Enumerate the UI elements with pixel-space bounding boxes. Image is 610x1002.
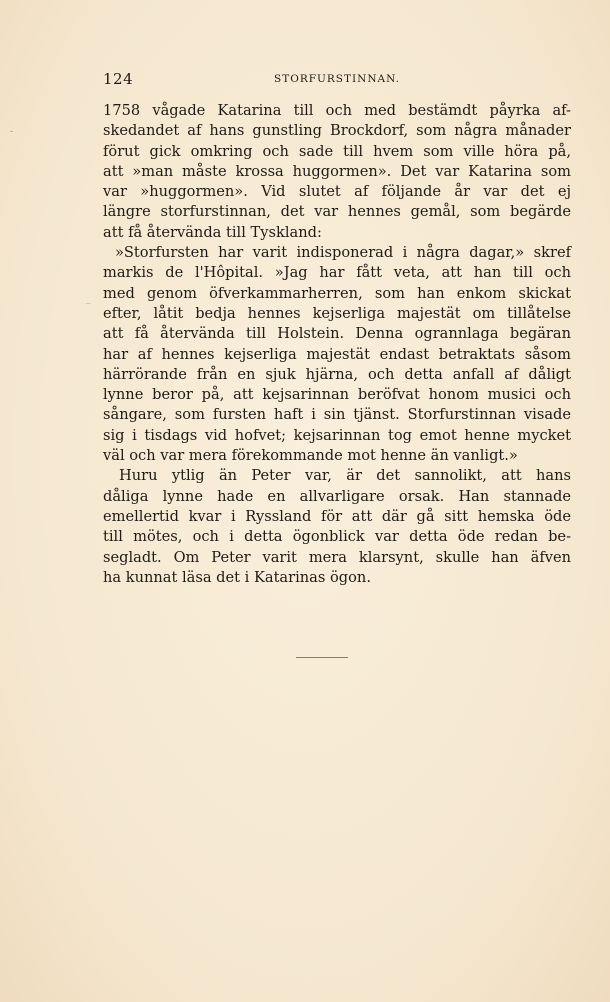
text-line: skedandet af hans gunstling Brockdorf, som några månader <box>103 122 571 140</box>
text-line: »Storfursten har varit indisponerad i några dagar,» skref <box>115 244 571 262</box>
text-line: att få återvända till Holstein. Denna ogrannlaga begäran <box>103 325 571 343</box>
margin-mark: _ <box>86 294 91 304</box>
text-line: väl och var mera förekommande mot henne än vanligt.» <box>103 447 518 465</box>
text-line: dåliga lynne hade en allvarligare orsak. Han stannade <box>103 487 571 505</box>
text-line: markis de l'Hôpital. »Jag har fått veta, att han till och <box>103 264 571 282</box>
text-line: segladt. Om Peter varit mera klarsynt, skulle han äfven <box>103 548 571 566</box>
running-head: STORFURSTINNAN. <box>274 73 400 85</box>
text-line: 1758 vågade Katarina till och med bestämdt påyrka af- <box>103 102 571 119</box>
page-header <box>103 70 571 92</box>
page-number: 124 <box>103 70 134 88</box>
text-line: till mötes, och i detta ögonblick var detta öde redan be- <box>103 528 571 546</box>
text-line: sångare, som fursten haft i sin tjänst. Storfurstinnan visade <box>103 406 571 424</box>
text-line: att få återvända till Tyskland: <box>103 223 322 241</box>
text-line: var »huggormen». Vid slutet af följande år var det ej <box>103 183 571 201</box>
text-line: längre storfurstinnan, det var hennes gemål, som begärde <box>103 203 571 221</box>
text-line: Huru ytlig än Peter var, är det sannolikt, att hans <box>119 467 571 485</box>
text-line: härrörande från en sjuk hjärna, och detta anfall af dåligt <box>103 365 571 383</box>
text-line: efter, låtit bedja hennes kejserliga majestät om tillåtelse <box>103 304 571 322</box>
text-line: förut gick omkring och sade till hvem som ville höra på, <box>103 142 571 160</box>
section-divider <box>296 657 348 658</box>
text-line: lynne beror på, att kejsarinnan beröfvat honom musici och <box>103 386 571 404</box>
text-line: emellertid kvar i Ryssland för att där gå sitt hemska öde <box>103 507 571 525</box>
text-line: med genom öfverkammarherren, som han enkom skickat <box>103 284 571 302</box>
text-line: sig i tisdags vid hofvet; kejsarinnan tog emot henne mycket <box>103 426 571 444</box>
text-line: ha kunnat läsa det i Katarinas ögon. <box>103 568 371 586</box>
text-line: har af hennes kejserliga majestät endast betraktats såsom <box>103 345 571 363</box>
margin-mark: - <box>10 127 14 137</box>
text-line: att »man måste krossa huggormen». Det var Katarina som <box>103 162 571 180</box>
body-text <box>103 101 571 588</box>
